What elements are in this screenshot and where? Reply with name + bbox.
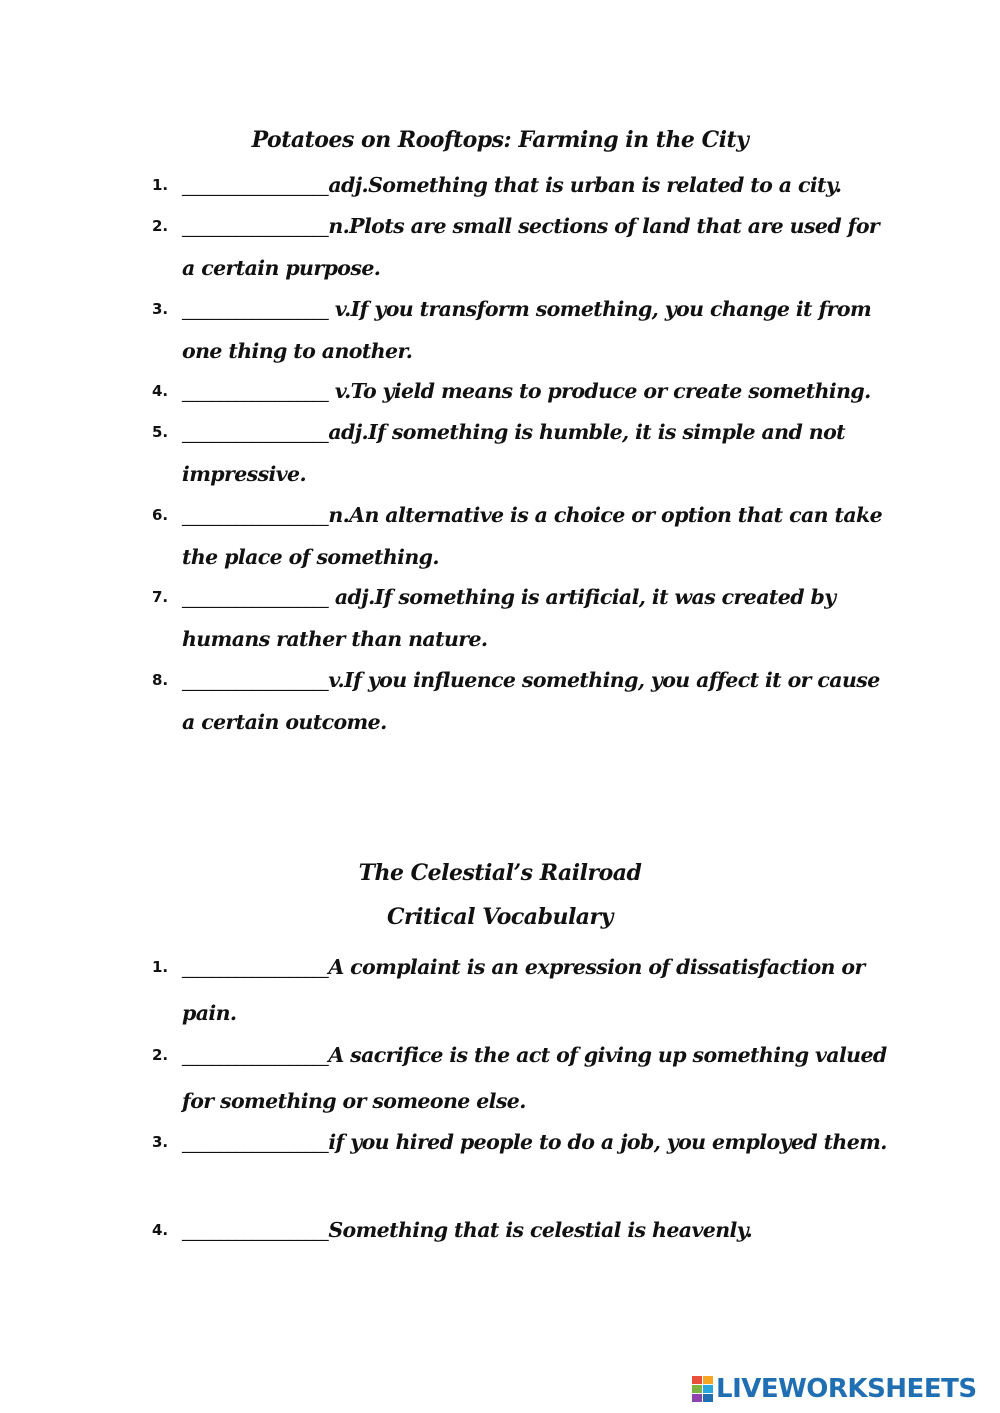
list-item (152, 1120, 892, 1166)
item-number: 5. (152, 423, 169, 441)
definition-text: v.If you transform something, you change it from one thing to another. (182, 297, 872, 363)
definition-text: v.To yield means to produce or create something. (328, 379, 871, 403)
list-item (152, 945, 892, 1035)
answer-blank[interactable]: ___________________ (182, 507, 329, 526)
item-number: 1. (152, 176, 169, 194)
list-item (152, 289, 892, 372)
item-number: 2. (152, 1046, 169, 1064)
answer-blank[interactable]: ___________________ (182, 1047, 329, 1066)
answer-blank[interactable]: ___________________ (182, 1134, 329, 1153)
page-title-section-2: The Celestial’s Railroad (358, 860, 642, 886)
answer-blank[interactable]: ___________________ (182, 424, 329, 443)
list-item (152, 1208, 892, 1254)
item-number: 4. (152, 382, 169, 400)
logo-text: LIVEWORKSHEETS (716, 1374, 977, 1404)
definition-text: adj.Something that is urban is related to a city. (328, 173, 842, 197)
item-number: 7. (152, 588, 169, 606)
definition-text: Something that is celestial is heavenly. (328, 1218, 753, 1242)
list-item (152, 577, 892, 660)
answer-blank[interactable]: ___________________ (182, 383, 329, 402)
list-item (152, 660, 892, 743)
definition-text: adj.If something is artificial, it was created by humans rather than nature. (182, 585, 836, 651)
definition-text: n.Plots are small sections of land that are used for a certain purpose. (182, 214, 880, 280)
answer-blank[interactable]: ___________________ (182, 218, 329, 237)
item-number: 8. (152, 671, 169, 689)
list-item (152, 1033, 892, 1123)
answer-blank[interactable]: ___________________ (182, 959, 329, 978)
list-item (152, 371, 892, 413)
item-number: 1. (152, 958, 169, 976)
definition-text: v.If you influence something, you affect it or cause a certain outcome. (182, 668, 880, 734)
page-title-section-1: Potatoes on Rooftops: Farming in the City (251, 127, 749, 153)
list-item (152, 412, 892, 495)
item-number: 3. (152, 1133, 169, 1151)
definition-text: if you hired people to do a job, you employed them. (328, 1130, 887, 1154)
list-item (152, 165, 892, 207)
item-number: 2. (152, 217, 169, 235)
definition-text: adj.If something is humble, it is simple and not impressive. (182, 420, 846, 486)
liveworksheets-mark-icon (692, 1376, 714, 1402)
item-number: 4. (152, 1221, 169, 1239)
answer-blank[interactable]: ___________________ (182, 177, 329, 196)
answer-blank[interactable]: ___________________ (182, 672, 329, 691)
definition-text: A sacrifice is the act of giving up something valued for something or someone else. (182, 1043, 887, 1113)
item-number: 6. (152, 506, 169, 524)
list-item (152, 206, 892, 289)
definition-text: n.An alternative is a choice or option that can take the place of something. (182, 503, 883, 569)
item-number: 3. (152, 300, 169, 318)
answer-blank[interactable]: ___________________ (182, 301, 329, 320)
definition-text: A complaint is an expression of dissatisfaction or pain. (182, 955, 865, 1025)
answer-blank[interactable]: ___________________ (182, 589, 329, 608)
liveworksheets-logo (692, 1375, 977, 1403)
list-item (152, 495, 892, 578)
answer-blank[interactable]: ___________________ (182, 1222, 329, 1241)
page-subtitle-section-2: Critical Vocabulary (387, 904, 613, 930)
